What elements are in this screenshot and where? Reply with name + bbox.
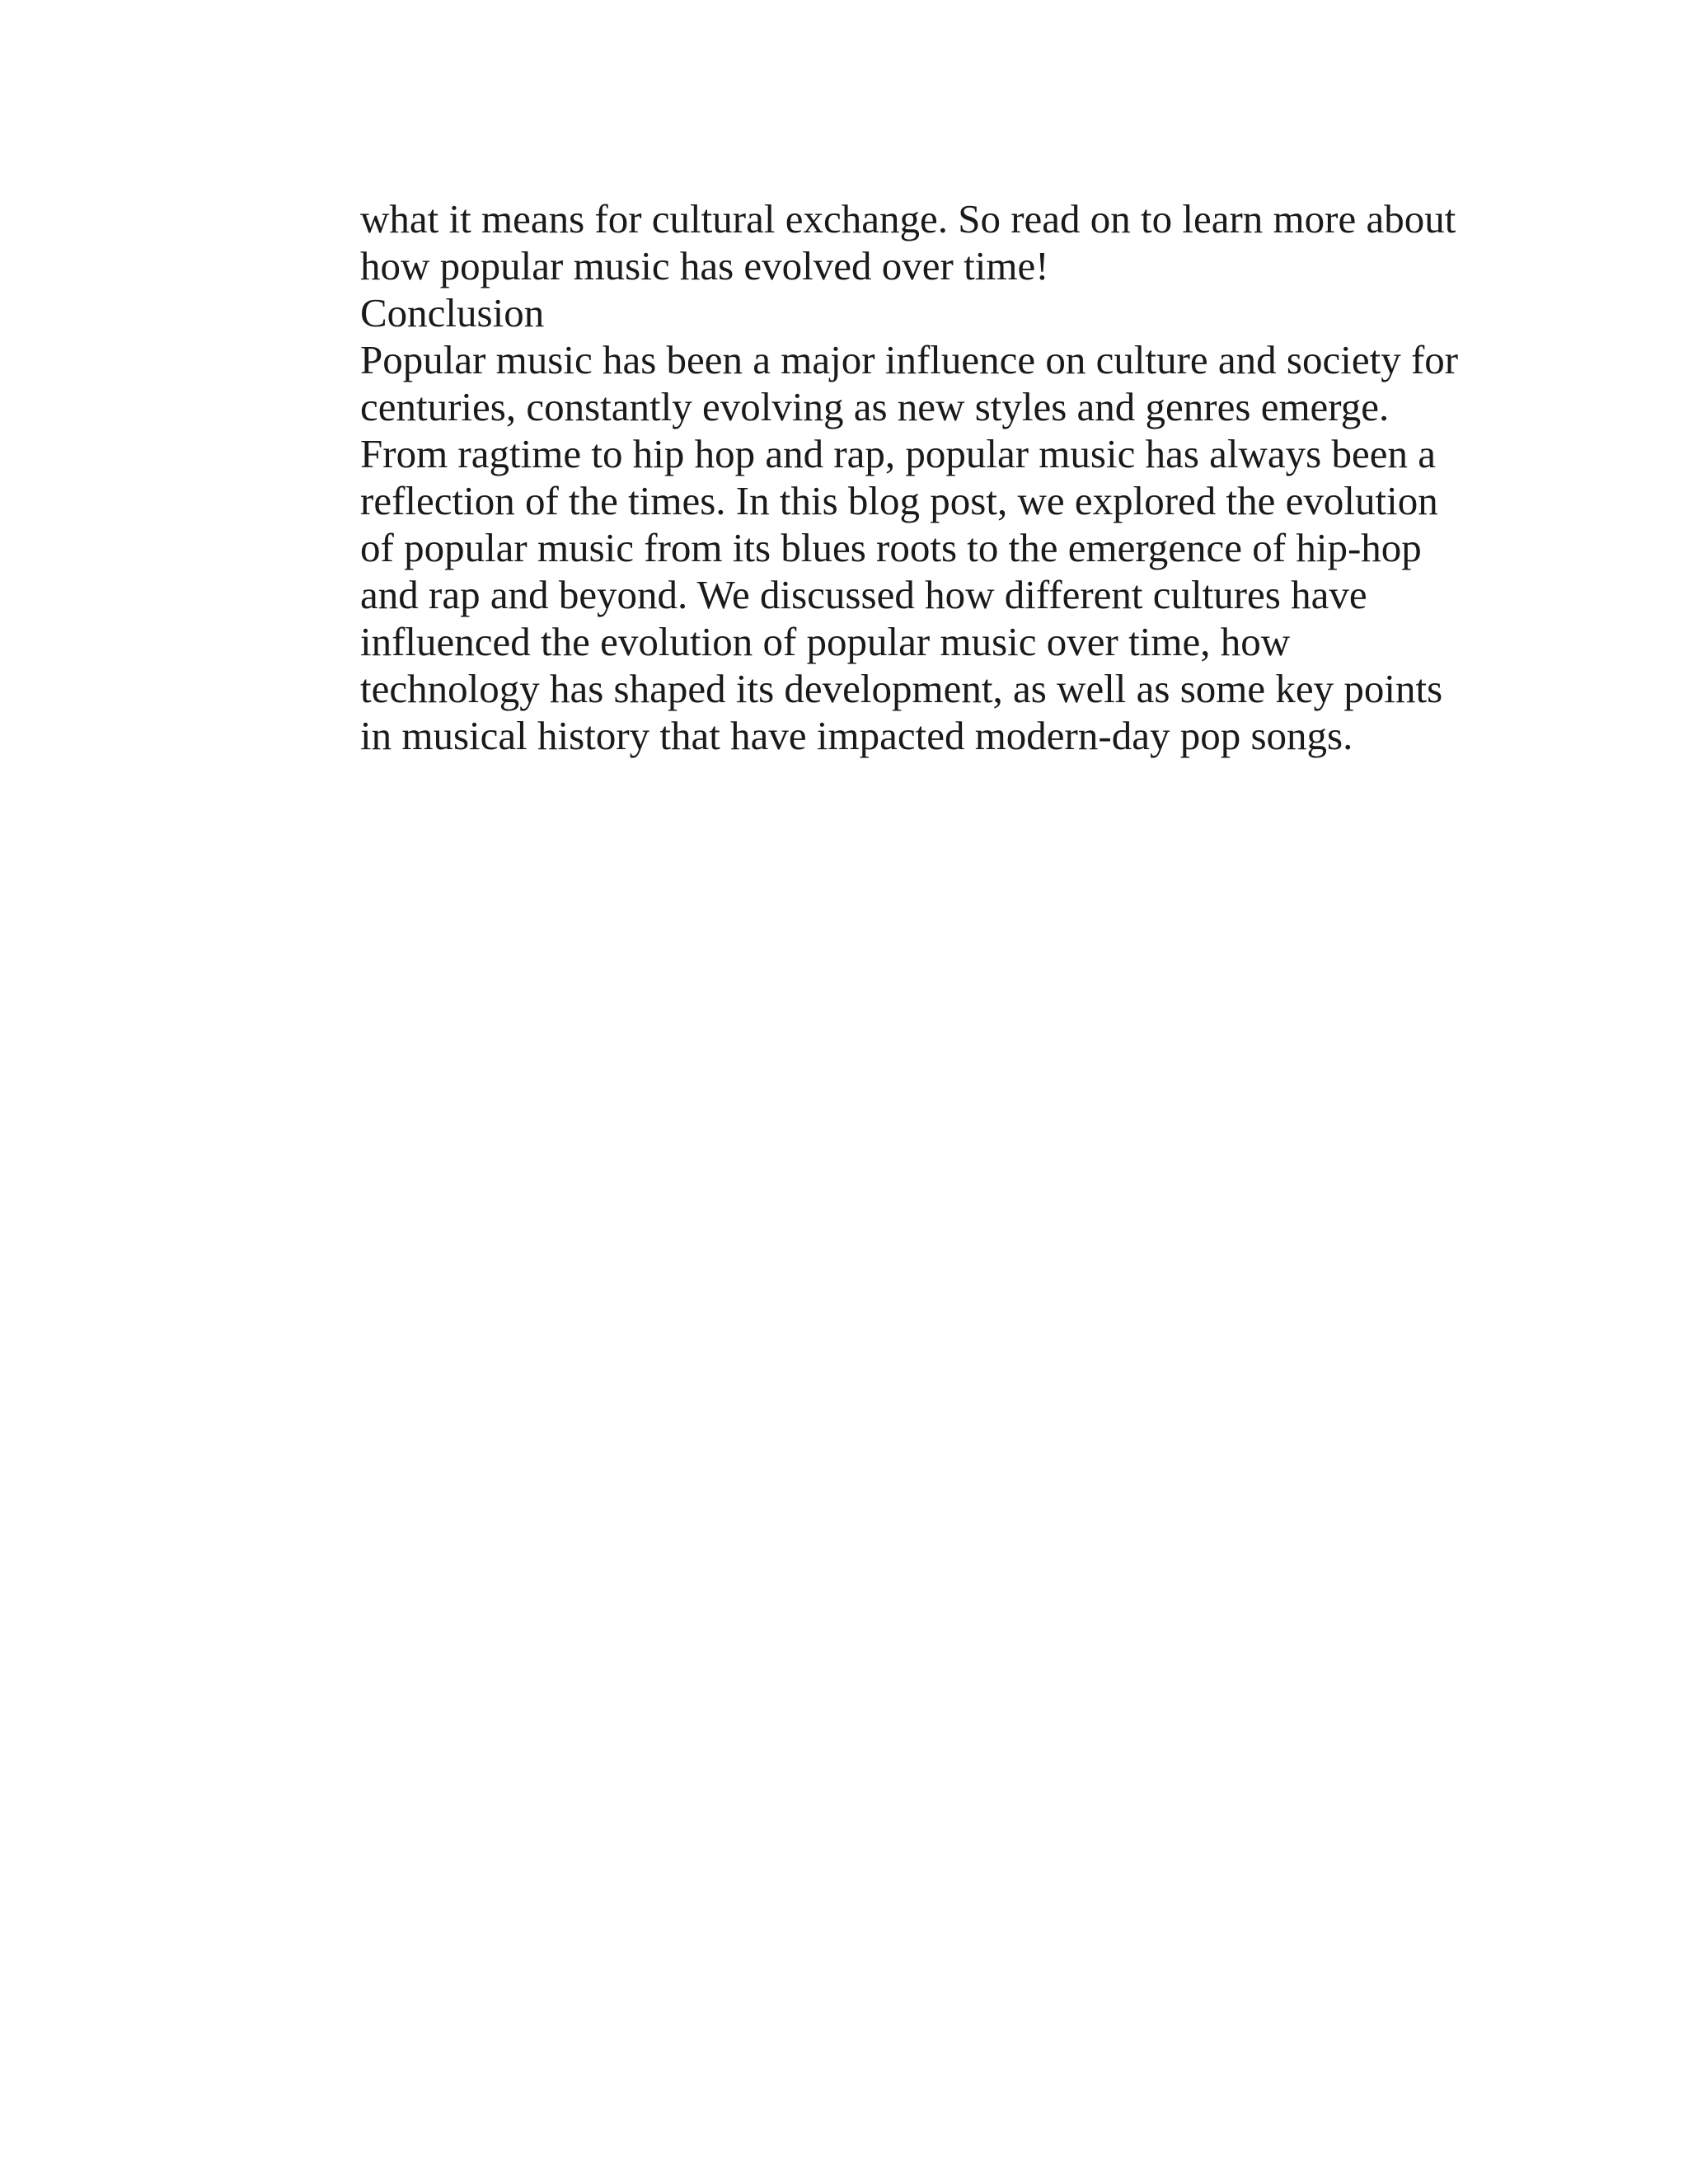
body-line: From ragtime to hip hop and rap, popular music has always been a [360, 431, 1436, 476]
body-line: of popular music from its blues roots to the emergence of hip-hop [360, 525, 1422, 570]
conclusion-paragraph [360, 336, 1498, 759]
body-line: influenced the evolution of popular music over time, how [360, 619, 1291, 664]
body-line: Popular music has been a major influence on culture and society for [360, 337, 1459, 382]
body-line: centuries, constantly evolving as new styles and genres emerge. [360, 384, 1390, 429]
intro-paragraph [360, 195, 1498, 289]
body-line: in musical history that have impacted modern-day pop songs. [360, 713, 1353, 758]
section-heading: Conclusion [360, 290, 545, 335]
document-content [360, 195, 1498, 759]
body-line: reflection of the times. In this blog post, we explored the evolution [360, 478, 1438, 523]
intro-line: what it means for cultural exchange. So read on to learn more about [360, 196, 1456, 241]
body-line: and rap and beyond. We discussed how different cultures have [360, 572, 1367, 617]
intro-line: how popular music has evolved over time! [360, 243, 1049, 288]
body-line: technology has shaped its development, as well as some key points [360, 666, 1443, 711]
